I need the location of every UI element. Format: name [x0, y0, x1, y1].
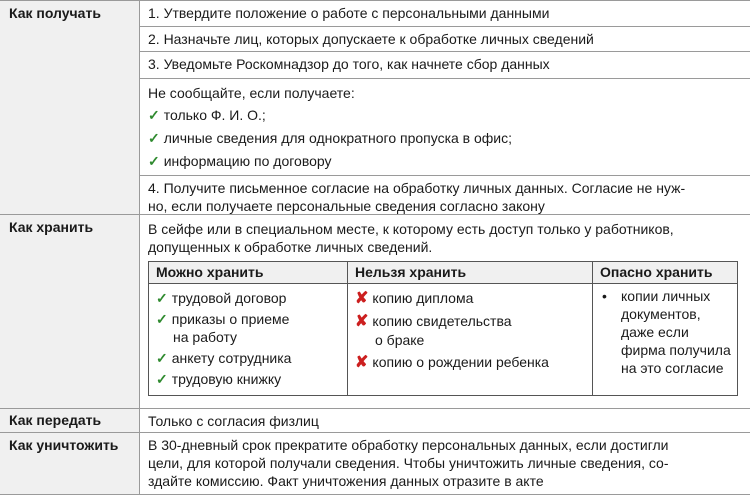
- destroy-text-line: здайте комиссию. Факт уничтожения данных отразите в акте: [148, 473, 544, 489]
- list-item-text: копию о рождении ребенка: [372, 354, 549, 370]
- row-body: [140, 215, 750, 408]
- list-item: [149, 289, 347, 307]
- row-heading: Как передать: [0, 409, 140, 432]
- bullet-icon: •: [602, 288, 607, 304]
- store-text: [148, 220, 674, 256]
- list-item: [148, 152, 750, 170]
- col-header: Можно хранить: [149, 262, 347, 284]
- transfer-text: Только с согласия физлиц: [148, 413, 319, 429]
- store-text-line: допущенных к обработке личных сведений.: [148, 239, 433, 255]
- row-heading: Как хранить: [0, 215, 140, 408]
- check-icon: ✓: [148, 107, 160, 123]
- row-body: [140, 433, 750, 494]
- col-danger-store: [593, 262, 737, 395]
- row-how-to-destroy: [0, 433, 750, 495]
- no-notify-block: [140, 79, 750, 176]
- list-item-text: трудовой договор: [171, 290, 287, 306]
- col-header: Опасно хранить: [593, 262, 737, 284]
- list-item: [149, 370, 347, 388]
- list-item-text: копию диплома: [372, 290, 474, 306]
- store-text-line: В сейфе или в специальном месте, к которому есть доступ только у работников,: [148, 221, 674, 237]
- check-icon: ✓: [156, 350, 168, 366]
- cross-icon: ✘: [355, 354, 369, 371]
- row-body: [140, 1, 750, 214]
- cross-icon: ✘: [355, 313, 369, 330]
- row-how-to-get: [0, 0, 750, 215]
- list-item: [148, 129, 750, 147]
- no-notify-title: Не сообщайте, если получаете:: [148, 85, 355, 101]
- row-heading: Как уничтожить: [0, 433, 140, 494]
- check-icon: ✓: [156, 290, 168, 306]
- list-item: [148, 106, 750, 124]
- check-icon: ✓: [148, 153, 160, 169]
- list-item: [149, 310, 347, 346]
- list-item-text: трудовую книжку: [171, 371, 282, 387]
- list-item-text: личные сведения для однократного пропуска в офис;: [163, 130, 513, 146]
- step-3-text: 3. Уведомьте Роскомнадзор до того, как начнете сбор данных: [148, 56, 550, 72]
- list-item-text: только Ф. И. О.;: [163, 107, 266, 123]
- list-item-text: копию свидетельства: [372, 313, 512, 329]
- row-how-to-store: [0, 215, 750, 409]
- storage-subtable: [148, 261, 738, 396]
- destroy-text-line: В 30-дневный срок прекратите обработку персональных данных, если достигли: [148, 437, 669, 453]
- list-item-text: информацию по договору: [163, 153, 332, 169]
- danger-text-line: на это согласие: [621, 360, 724, 376]
- col-cannot-store: [348, 262, 593, 395]
- row-body: [140, 409, 750, 432]
- step-3: [140, 52, 750, 79]
- step-1: [140, 1, 750, 27]
- danger-text-line: документов,: [621, 306, 701, 322]
- step-2-text: 2. Назначьте лиц, которых допускаете к обработке личных сведений: [148, 31, 594, 47]
- col-header: Нельзя хранить: [348, 262, 592, 284]
- check-icon: ✓: [156, 371, 168, 387]
- step-4: [140, 176, 750, 216]
- step-4-line: но, если получаете персональные сведения согласно закону: [148, 198, 545, 214]
- list-item-text: о браке: [375, 332, 425, 348]
- step-4-line: 4. Получите письменное согласие на обработку личных данных. Согласие не нуж-: [148, 180, 686, 196]
- row-heading: Как получать: [0, 1, 140, 214]
- danger-text-line: фирма получила: [621, 342, 731, 358]
- danger-text-line: даже если: [621, 324, 689, 340]
- list-item-text: приказы о приеме: [171, 311, 290, 327]
- list-item: [348, 312, 592, 349]
- list-item-text: на работу: [173, 329, 238, 345]
- list-item: [348, 289, 592, 308]
- col-can-store: [149, 262, 348, 395]
- step-2: [140, 27, 750, 52]
- list-item: [348, 353, 592, 372]
- cross-icon: ✘: [355, 290, 369, 307]
- row-how-to-transfer: [0, 409, 750, 433]
- destroy-text-line: цели, для которой получали сведения. Чтобы уничтожить личные сведения, со-: [148, 455, 669, 471]
- list-item: [149, 349, 347, 367]
- step-1-text: 1. Утвердите положение о работе с персональными данными: [148, 5, 550, 21]
- list-item-text: анкету сотрудника: [171, 350, 292, 366]
- check-icon: ✓: [148, 130, 160, 146]
- danger-text-line: копии личных: [621, 288, 711, 304]
- check-icon: ✓: [156, 311, 168, 327]
